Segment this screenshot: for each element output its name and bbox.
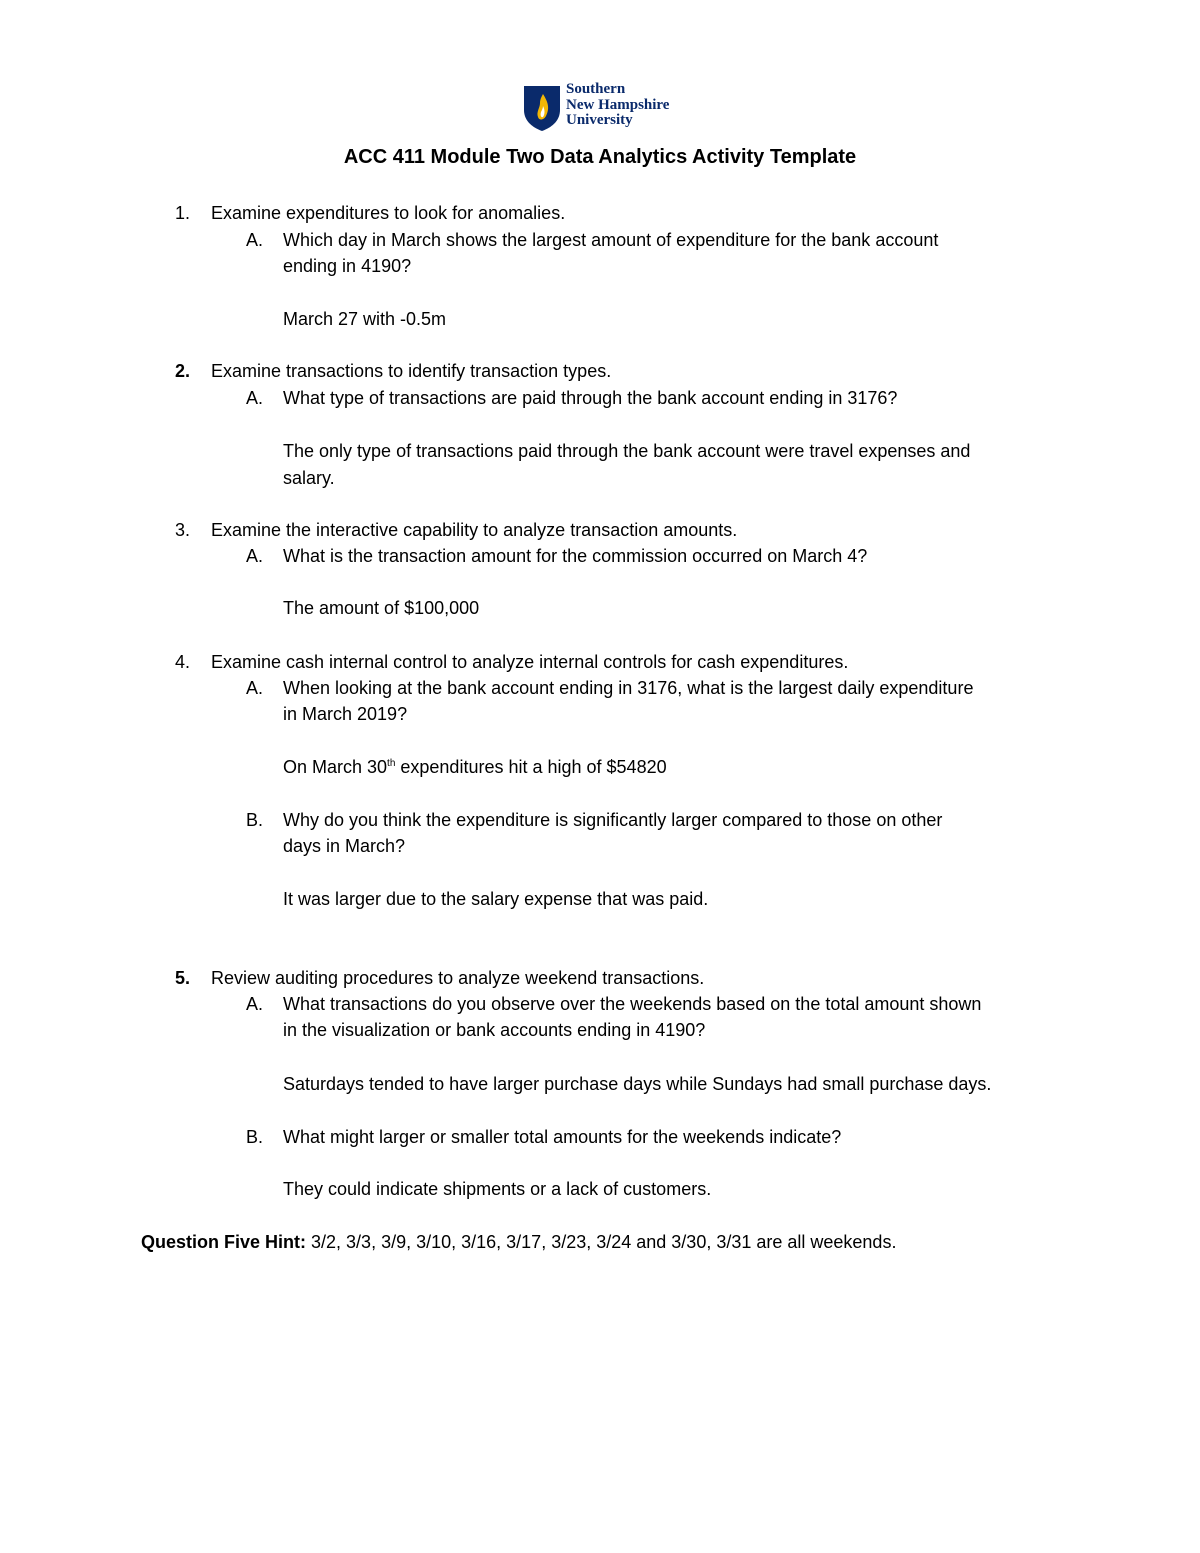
question-text: Review auditing procedures to analyze weekend transactions. — [211, 968, 705, 988]
question-text: Examine transactions to identify transaction types. — [211, 361, 612, 381]
sub-question-line: When looking at the bank account ending in 3176, what is the largest daily expenditure — [283, 678, 974, 698]
question-number: 1. — [175, 203, 191, 223]
logo-wordmark — [566, 82, 669, 129]
answer-text-pre: On March 30 — [283, 757, 388, 777]
question-number: 5. — [175, 968, 191, 988]
sub-label: A. — [246, 546, 264, 566]
snhu-logo — [520, 80, 690, 136]
sub-question-line: What transactions do you observe over the weekends based on the total amount shown — [283, 994, 982, 1014]
sub-label: A. — [246, 230, 264, 250]
question-five-hint — [141, 1232, 896, 1253]
sub-question-line: Which day in March shows the largest amount of expenditure for the bank account — [283, 230, 939, 250]
answer-text: salary. — [283, 468, 335, 488]
sub-question-line: What is the transaction amount for the commission occurred on March 4? — [283, 546, 868, 566]
sub-label: A. — [246, 388, 264, 408]
sub-question-line: in the visualization or bank accounts ending in 4190? — [283, 1020, 706, 1040]
question-number: 2. — [175, 361, 191, 381]
answer-text-post: expenditures hit a high of $54820 — [395, 757, 667, 777]
answer-text: Saturdays tended to have larger purchase days while Sundays had small purchase days. — [283, 1074, 992, 1094]
sub-question-line: What might larger or smaller total amounts for the weekends indicate? — [283, 1127, 842, 1147]
sub-label: B. — [246, 810, 264, 830]
sub-question-line: Why do you think the expenditure is significantly larger compared to those on other — [283, 810, 943, 830]
document-title: ACC 411 Module Two Data Analytics Activity Template — [343, 146, 857, 168]
logo-line-2: New Hampshire — [566, 96, 670, 113]
question-number: 4. — [175, 652, 191, 672]
sub-label: B. — [246, 1127, 264, 1147]
answer-text: They could indicate shipments or a lack of customers. — [283, 1179, 712, 1199]
sub-question-line: days in March? — [283, 836, 406, 856]
logo-line-3: University — [566, 112, 633, 128]
answer-text: The amount of $100,000 — [283, 598, 480, 618]
answer-text: March 27 with -0.5m — [283, 309, 447, 329]
logo-line-1: Southern — [566, 81, 626, 97]
hint-text: 3/2, 3/3, 3/9, 3/10, 3/16, 3/17, 3/23, 3/24 and 3/30, 3/31 are all weekends. — [306, 1232, 897, 1252]
answer-text: The only type of transactions paid through the bank account were travel expenses and — [283, 441, 971, 461]
question-text: Examine expenditures to look for anomalies. — [211, 203, 566, 223]
answer-text — [283, 757, 667, 778]
sub-question-line: What type of transactions are paid through the bank account ending in 3176? — [283, 388, 898, 408]
sub-question-line: in March 2019? — [283, 704, 408, 724]
ordinal-suffix: th — [387, 758, 396, 769]
question-number: 3. — [175, 520, 191, 540]
sub-label: A. — [246, 994, 264, 1014]
sub-question-line: ending in 4190? — [283, 256, 412, 276]
question-text: Examine cash internal control to analyze internal controls for cash expenditures. — [211, 652, 849, 672]
answer-text: It was larger due to the salary expense that was paid. — [283, 889, 709, 909]
question-text: Examine the interactive capability to analyze transaction amounts. — [211, 520, 738, 540]
hint-label: Question Five Hint: — [141, 1232, 307, 1252]
shield-flame-icon — [522, 84, 562, 132]
sub-label: A. — [246, 678, 264, 698]
